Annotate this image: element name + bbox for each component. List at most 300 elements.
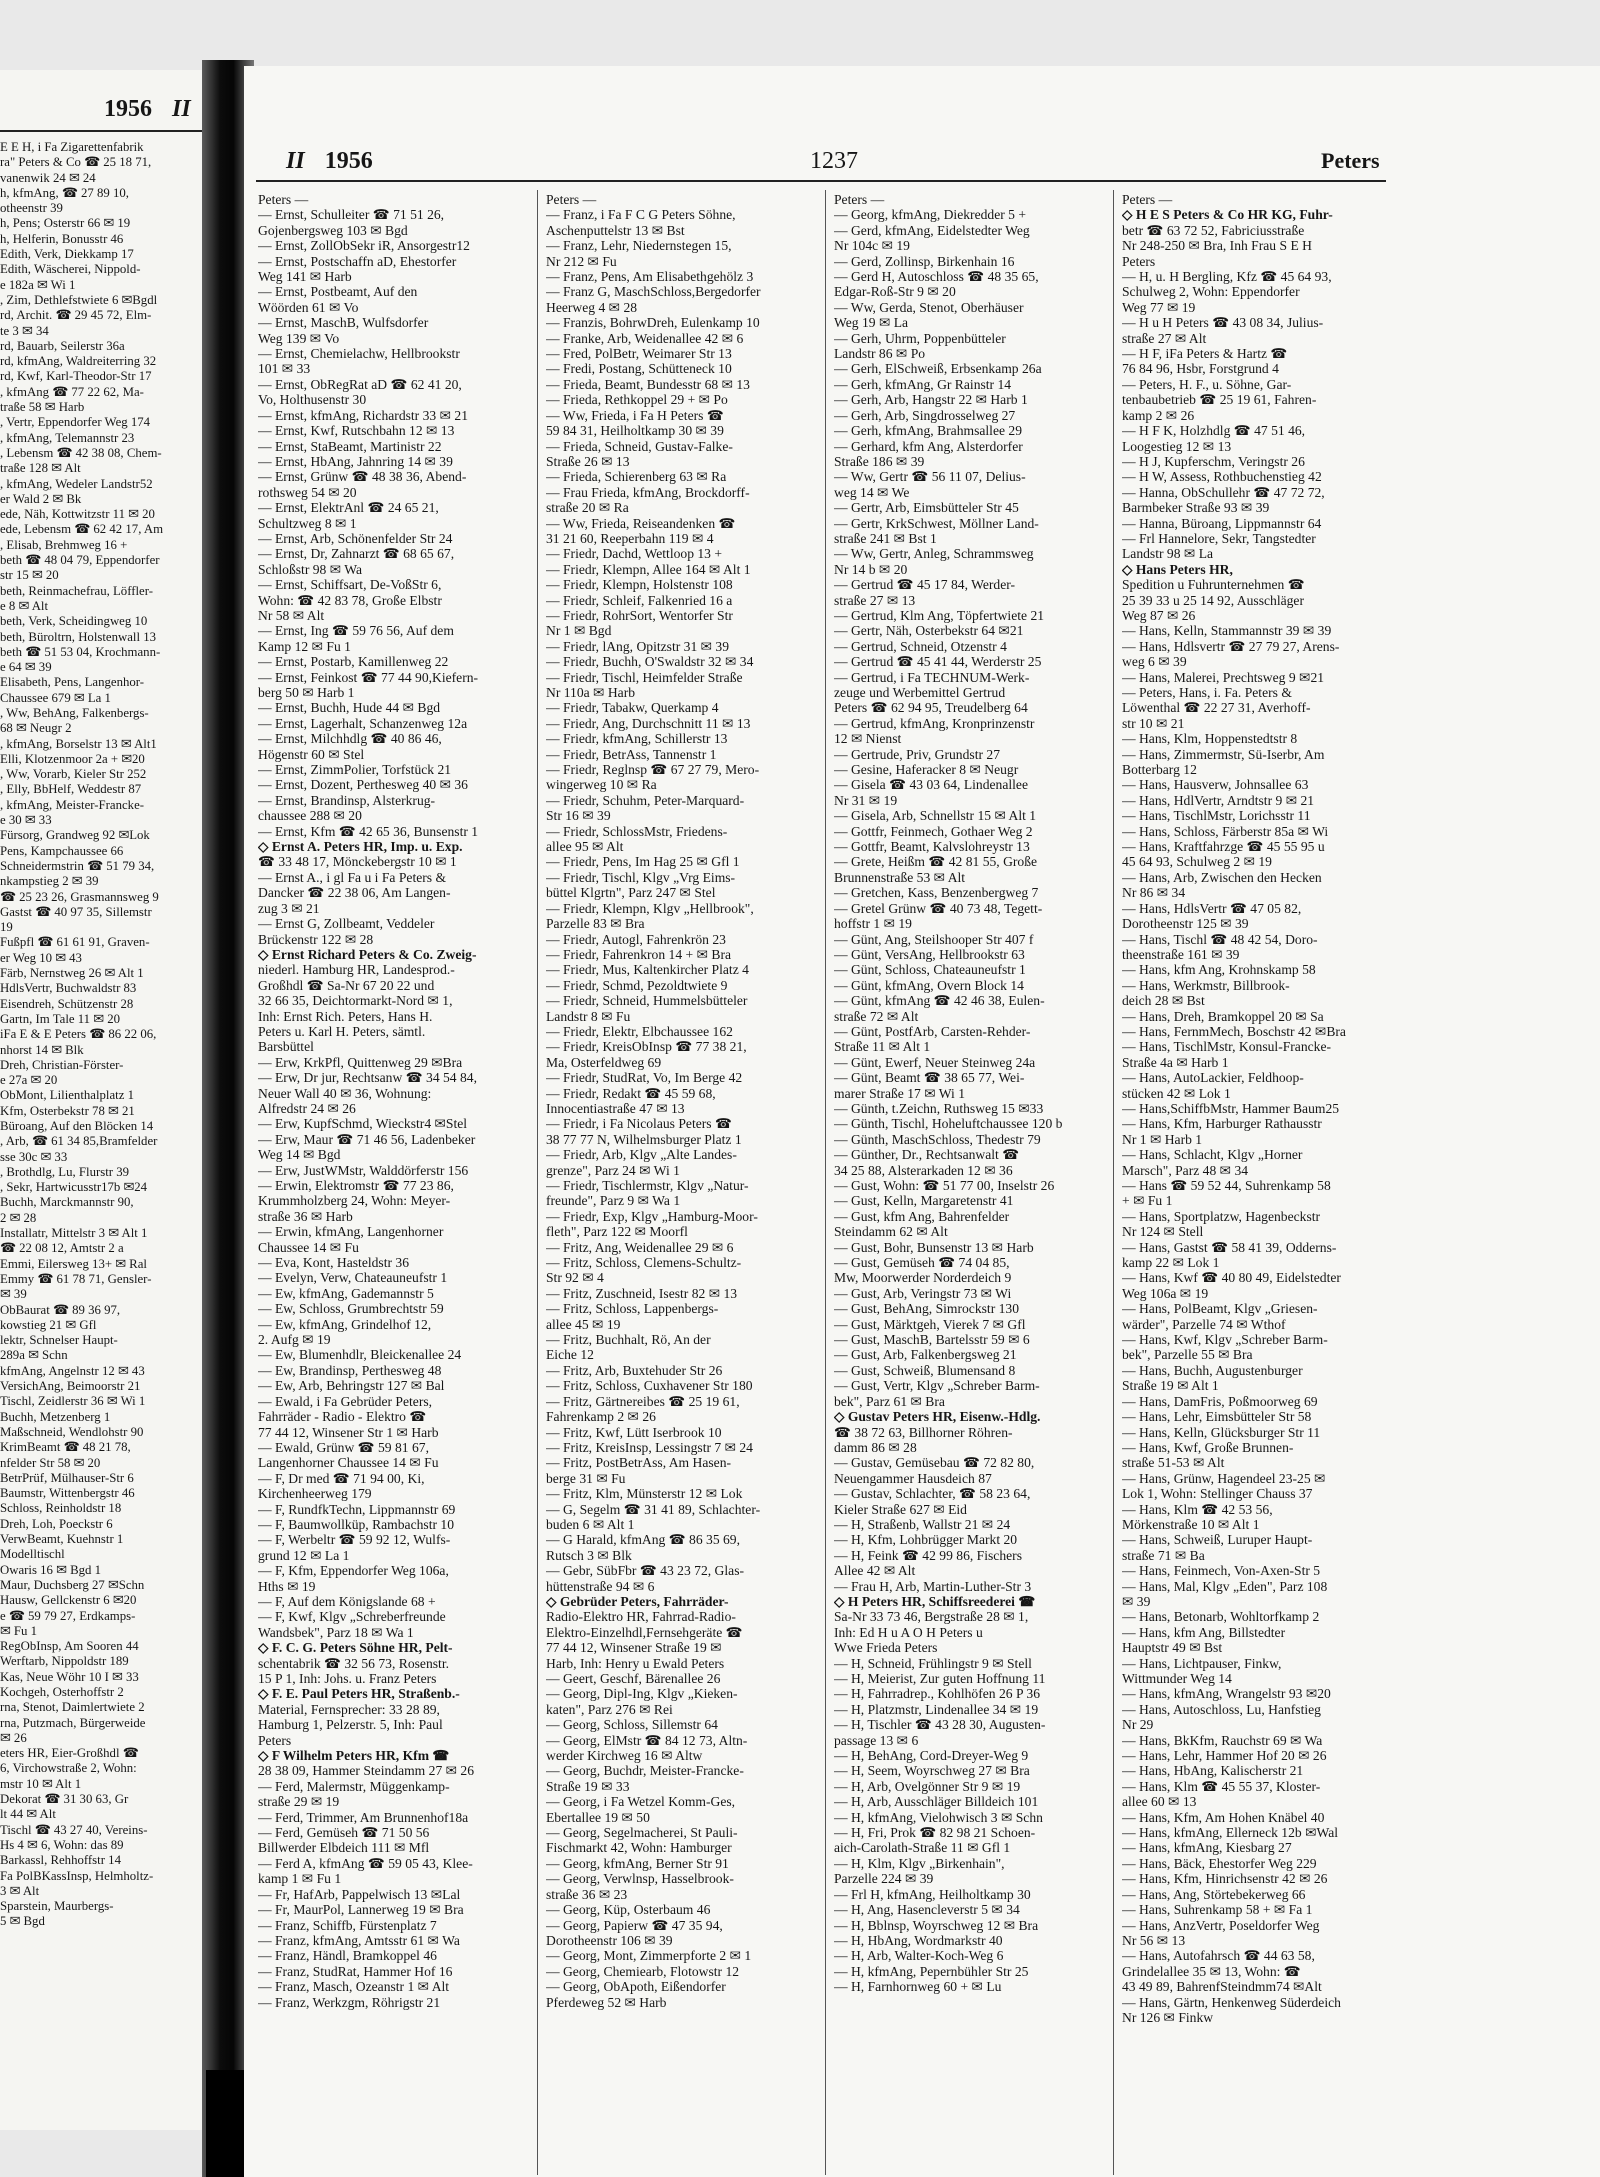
directory-entry-line: Fa PolBKassInsp, Helmholtz- (0, 1868, 154, 1883)
directory-entry-line: — Gretel Grünw ☎ 40 73 48, Tegett- (834, 900, 1043, 916)
directory-entry-line: — Georg, Küp, Osterbaum 46 (546, 1902, 711, 1918)
directory-entry-line: 76 84 96, Hsbr, Forstgrund 4 (1122, 361, 1279, 377)
directory-entry-line: — H, Klm, Klgv „Birkenhain", (834, 1855, 1005, 1871)
directory-entry-line: 19 (0, 920, 13, 935)
directory-entry-line: Kfm, Osterbekstr 78 ✉ 21 (0, 1103, 135, 1118)
directory-entry-line: Weg 77 ✉ 19 (1122, 299, 1196, 315)
directory-entry-line: — Hans, Buchh, Augustenburger (1122, 1362, 1303, 1378)
directory-entry-line: Hamburg 1, Pelzerstr. 5, Inh: Paul (258, 1717, 443, 1733)
directory-entry-line: VersichAng, Beimoorstr 21 (0, 1379, 141, 1394)
directory-entry-line: Nr 1 ✉ Harb 1 (1122, 1131, 1203, 1147)
directory-entry-line: Wwe Frieda Peters (834, 1640, 938, 1656)
directory-entry-line: — Ew, kfmAng, Gademannstr 5 (258, 1285, 434, 1301)
page-number: 1237 (810, 148, 858, 174)
directory-entry-line: 31 21 60, Reeperbahn 119 ✉ 4 (546, 530, 714, 546)
directory-entry-line: , Lebensm ☎ 42 38 08, Chem- (0, 445, 162, 460)
directory-entry-line: Parzelle 224 ✉ 39 (834, 1871, 934, 1887)
directory-entry-line: Wohn: ☎ 42 83 78, Große Elbstr (258, 592, 442, 608)
directory-entry-line: — Gust, Arb, Veringstr 73 ✉ Wi (834, 1285, 1012, 1301)
directory-entry-line: Aschenputtelstr 13 ✉ Bst (546, 222, 685, 238)
directory-entry-line: straße 29 ✉ 19 (258, 1794, 340, 1810)
directory-entry-line: Ebertallee 19 ✉ 50 (546, 1809, 650, 1825)
directory-entry-line: Maur, Duchsberg 27 ✉Schn (0, 1577, 145, 1592)
directory-entry-line: — Ernst, Chemielachw, Hellbrookstr (258, 346, 460, 362)
directory-entry-line: Nr 14 b ✉ 20 (834, 561, 908, 577)
directory-entry-line: — Georg, ElMstr ☎ 84 12 73, Altn- (546, 1732, 748, 1748)
directory-entry-line: Straße 186 ✉ 39 (834, 453, 925, 469)
directory-entry-line: ObMont, Lilienthalplatz 1 (0, 1088, 134, 1103)
directory-entry-line: otheenstr 39 (0, 201, 63, 216)
directory-entry-line: — Hans, kfm Ang, Billstedter (1122, 1624, 1286, 1640)
directory-entry-line: — Ernst, Schulleiter ☎ 71 51 26, (258, 207, 445, 223)
directory-entry-line: weg 14 ✉ We (834, 484, 910, 500)
directory-entry-line: rna, Stenot, Daimlertwiete 2 (0, 1700, 145, 1715)
directory-entry-line: — Ernst, Postarb, Kamillenweg 22 (258, 654, 449, 670)
directory-entry-line: ◇ H Peters HR, Schiffsreederei ☎ (834, 1593, 1036, 1609)
directory-entry-line: — Hans, TischlMstr, Konsul-Francke- (1122, 1039, 1332, 1055)
directory-entry-line: — Hanna, Büroang, Lippmannstr 64 (1122, 515, 1322, 531)
directory-entry-line: er Wald 2 ✉ Bk (0, 491, 82, 506)
directory-entry-line: kamp 22 ✉ Lok 1 (1122, 1255, 1220, 1271)
directory-entry-line: — Günther, Dr., Rechtsanwalt ☎ (834, 1147, 1020, 1163)
directory-entry-line: ◇ Ernst Richard Peters & Co. Zweig- (258, 946, 477, 962)
directory-entry-line: — Fritz, Schloss, Lappenbergs- (546, 1301, 719, 1317)
column-divider-3 (1113, 190, 1114, 2175)
directory-entry-line: — Fr, HafArb, Pappelwisch 13 ✉Lal (258, 1886, 461, 1902)
directory-entry-line: vanenwik 24 ✉ 24 (0, 170, 96, 185)
directory-entry-line: — Günth, MaschSchloss, Thedestr 79 (834, 1131, 1041, 1147)
directory-entry-line: — Hans, Autofahrsch ☎ 44 63 58, (1122, 1948, 1315, 1964)
directory-entry-line: — Hans, PolBeamt, Klgv „Griesen- (1122, 1301, 1318, 1317)
directory-entry-line: — Hans, Klm ☎ 45 55 37, Kloster- (1122, 1778, 1321, 1794)
directory-entry-line: — Ferd, Gemüseh ☎ 71 50 56 (258, 1825, 430, 1841)
directory-entry-line: — Hans, Lichtpauser, Finkw, (1122, 1655, 1282, 1671)
directory-entry-line: — Frieda, Beamt, Bundesstr 68 ✉ 13 (546, 376, 750, 392)
directory-entry-line: grund 12 ✉ La 1 (258, 1547, 350, 1563)
directory-entry-line: — Hans, HdlVertr, Arndtstr 9 ✉ 21 (1122, 792, 1315, 808)
directory-entry-line: — Friedr, KreisObInsp ☎ 77 38 21, (546, 1039, 747, 1055)
directory-entry-line: str 10 ✉ 21 (1122, 715, 1185, 731)
directory-entry-line: — Gerd, Zollinsp, Birkenhain 16 (834, 253, 1015, 269)
directory-entry-line: — Georg, Buchdr, Meister-Francke- (546, 1763, 744, 1779)
directory-entry-line: Fahrräder - Radio - Elektro ☎ (258, 1409, 427, 1425)
directory-entry-line: ✉ 39 (0, 1287, 27, 1302)
directory-entry-line: Landstr 8 ✉ Fu (546, 1008, 631, 1024)
directory-entry-line: Inh: Ed H u A O H Peters u (834, 1624, 983, 1640)
directory-entry-line: — Friedr, Fahrenkron 14 + ✉ Bra (546, 946, 732, 962)
directory-entry-line: allee 95 ✉ Alt (546, 839, 624, 855)
directory-entry-line: — H, Arb, Walter-Koch-Weg 6 (834, 1948, 1004, 1964)
directory-entry-line: — F, Werbeltr ☎ 59 92 12, Wulfs- (258, 1532, 451, 1548)
directory-entry-line: — Günt, VersAng, Hellbrookstr 63 (834, 946, 1025, 962)
directory-entry-line: Rutsch 3 ✉ Blk (546, 1547, 632, 1563)
directory-entry-line: — Peters, H. F., u. Söhne, Gar- (1122, 376, 1292, 392)
directory-entry-line: ◇ Gebrüder Peters, Fahrräder- (546, 1593, 729, 1609)
directory-entry-line: katen", Parz 276 ✉ Rei (546, 1701, 673, 1717)
directory-entry-line: Schloss, Reinholdstr 18 (0, 1501, 122, 1516)
directory-entry-line: Owaris 16 ✉ Bgd 1 (0, 1562, 102, 1577)
directory-entry-line: — Ew, Schloss, Grumbrechtstr 59 (258, 1301, 444, 1317)
directory-entry-line: beth ☎ 51 53 04, Krochmann- (0, 644, 161, 659)
directory-entry-line: Straße 19 ✉ 33 (546, 1778, 630, 1794)
directory-entry-line: , kfmAng, Meister-Francke- (0, 797, 145, 812)
directory-entry-line: — Franz, kfmAng, Amtsstr 61 ✉ Wa (258, 1932, 460, 1948)
directory-entry-line: — Hans, Kwf ☎ 40 80 49, Eidelstedter (1122, 1270, 1341, 1286)
directory-entry-line: Gojenbergsweg 103 ✉ Bgd (258, 222, 408, 238)
directory-entry-line: Weg 19 ✉ La (834, 315, 909, 331)
directory-entry-line: 34 25 88, Alsterarkaden 12 ✉ 36 (834, 1162, 1013, 1178)
directory-entry-line: Grindelallee 35 ✉ 13, Wohn: ☎ (1122, 1963, 1301, 1979)
directory-entry-line: Nr 212 ✉ Fu (546, 253, 617, 269)
directory-entry-line: — Gertrude, Priv, Grundstr 27 (834, 746, 1000, 762)
directory-entry-line: — H, Kfm, Lohbrügger Markt 20 (834, 1532, 1018, 1548)
directory-entry-line: straße 241 ✉ Bst 1 (834, 530, 937, 546)
directory-entry-line: h, Pens; Osterstr 66 ✉ 19 (0, 216, 131, 231)
directory-entry-line: ◇ H E S Peters & Co HR KG, Fuhr- (1122, 207, 1333, 223)
directory-entry-line: — Hans, Ang, Störtebekerweg 66 (1122, 1886, 1306, 1902)
directory-entry-line: Wittmunder Weg 14 (1122, 1671, 1232, 1686)
directory-entry-line: Peters u. Karl H. Peters, sämtl. (258, 1023, 426, 1039)
directory-entry-line: — Hans, Schloss, Färberstr 85a ✉ Wi (1122, 823, 1329, 839)
directory-entry-line: — Ew, Arb, Behringstr 127 ✉ Bal (258, 1378, 445, 1394)
directory-entry-line: Elisabeth, Pens, Langenhor- (0, 675, 145, 690)
directory-entry-line: Chaussee 14 ✉ Fu (258, 1239, 359, 1255)
directory-entry-line: — Friedr, StudRat, Vo, Im Berge 42 (546, 1070, 743, 1086)
directory-entry-line: — H, Ang, Hasencleverstr 5 ✉ 34 (834, 1902, 1020, 1918)
directory-entry-line: Elli, Klotzenmoor 2a + ✉20 (0, 751, 145, 766)
directory-entry-line: , Brothdlg, Lu, Flurstr 39 (0, 1164, 130, 1179)
directory-entry-line: ◇ Gustav Peters HR, Eisenw.-Hdlg. (834, 1409, 1041, 1425)
directory-entry-line: ✉ 39 (1122, 1593, 1151, 1609)
directory-entry-line: Kamp 12 ✉ Fu 1 (258, 638, 351, 654)
directory-entry-line: — Hans, Schweiß, Luruper Haupt- (1122, 1532, 1313, 1548)
directory-entry-line: — Gesine, Haferacker 8 ✉ Neugr (834, 762, 1019, 778)
directory-entry-line: RegObInsp, Am Sooren 44 (0, 1639, 139, 1654)
directory-entry-line: — Ernst G, Zollbeamt, Veddeler (258, 916, 435, 932)
directory-entry-line: — Gisela ☎ 43 03 64, Lindenallee (834, 777, 1028, 793)
directory-entry-line: — Hans, Autoschloss, Lu, Hanfstieg (1122, 1701, 1321, 1717)
directory-entry-line: Harb, Inh: Henry u Ewald Peters (546, 1655, 725, 1671)
directory-entry-line: 32 66 35, Deichtormarkt-Nord ✉ 1, (258, 993, 453, 1009)
column-head: Peters — (834, 192, 885, 207)
directory-entry-line: — Friedr, i Fa Nicolaus Peters ☎ (546, 1116, 732, 1132)
directory-entry-line: — Gust, Kelln, Margaretenstr 41 (834, 1193, 1014, 1209)
directory-entry-line: Wandsbek", Parz 18 ✉ Wa 1 (258, 1624, 414, 1640)
directory-entry-line: HdlsVertr, Buchwaldstr 83 (0, 981, 137, 996)
directory-entry-line: Großhdl ☎ Sa-Nr 67 20 22 und (258, 977, 435, 993)
directory-entry-line: nfelder Str 58 ✉ 20 (0, 1455, 101, 1470)
directory-entry-line: Nr 58 ✉ Alt (258, 607, 325, 623)
directory-entry-line: — Frieda, Schierenberg 63 ✉ Ra (546, 469, 727, 485)
directory-entry-line: — Grete, Heißm ☎ 42 81 55, Große (834, 854, 1038, 870)
directory-entry-line: — Hans, Lehr, Eimsbütteler Str 58 (1122, 1409, 1312, 1425)
directory-entry-line: Straße 26 ✉ 13 (546, 453, 630, 469)
directory-entry-line: Material, Fernsprecher: 33 28 89, (258, 1701, 440, 1717)
directory-entry-line: Straße 11 ✉ Alt 1 (834, 1039, 931, 1055)
directory-entry-line: Pferdeweg 52 ✉ Harb (546, 1994, 667, 2010)
directory-entry-line: Nr 29 (1122, 1717, 1154, 1733)
directory-entry-line: — Ernst, StaBeamt, Martinistr 22 (258, 438, 442, 454)
directory-entry-line: — Gertrud ☎ 45 41 44, Werderstr 25 (834, 654, 1042, 670)
directory-entry-line: Kieler Straße 627 ✉ Eid (834, 1501, 967, 1517)
directory-entry-line: bek", Parz 61 ✉ Bra (834, 1393, 945, 1409)
directory-entry-line: damm 86 ✉ 28 (834, 1439, 917, 1455)
directory-entry-line: — Gertr, Näh, Osterbekstr 64 ✉21 (834, 623, 1024, 639)
directory-entry-line: straße 51-53 ✉ Alt (1122, 1455, 1225, 1471)
left-year: 1956 (104, 96, 152, 122)
directory-entry-line: — Gottfr, Beamt, Kalvslohreystr 13 (834, 839, 1030, 855)
directory-entry-line: — Ernst, Brandinsp, Alsterkrug- (258, 792, 436, 808)
directory-entry-line: — Georg, ObApoth, Eißendorfer (546, 1979, 726, 1995)
directory-entry-line: — Georg, Chemiearb, Flotowstr 12 (546, 1963, 740, 1979)
directory-entry-line: — Frl H, kfmAng, Heilholtkamp 30 (834, 1886, 1031, 1902)
directory-entry-line: straße 20 ✉ Ra (546, 500, 629, 516)
directory-entry-line: — Hans, kfmAng, Ellerneck 12b ✉Wal (1122, 1825, 1339, 1841)
directory-entry-line: — Fritz, KreisInsp, Lessingstr 7 ✉ 24 (546, 1439, 753, 1455)
directory-entry-line: Vo, Holthusenstr 30 (258, 392, 367, 408)
directory-entry-line: Dekorat ☎ 31 30 63, Gr (0, 1792, 129, 1807)
directory-entry-line: — Hans,SchiffbMstr, Hammer Baum25 (1122, 1100, 1340, 1116)
header-rule (256, 180, 1386, 182)
directory-entry-line: — Ewald, Grünw ☎ 59 81 67, (258, 1439, 429, 1455)
directory-entry-line: wingerweg 10 ✉ Ra (546, 777, 657, 793)
directory-entry-line: 43 49 89, BahrenfSteindmm74 ✉Alt (1122, 1979, 1322, 1995)
directory-entry-line: Straße 4a ✉ Harb 1 (1122, 1054, 1229, 1070)
left-header-rule (0, 130, 222, 132)
directory-entry-line: , Ww, Vorarb, Kieler Str 252 (0, 767, 147, 782)
directory-entry-line: — Friedr, Ang, Durchschnitt 11 ✉ 13 (546, 715, 751, 731)
directory-entry-line: — Gerd H, Autoschloss ☎ 48 35 65, (834, 269, 1039, 285)
directory-entry-line: VerwBeamt, Kuehnstr 1 (0, 1532, 124, 1547)
directory-entry-line: Weg 141 ✉ Harb (258, 269, 352, 285)
directory-entry-line: — H, Schneid, Frühlingstr 9 ✉ Stell (834, 1655, 1032, 1671)
directory-entry-line: — Friedr, Klempn, Klgv „Hellbrook", (546, 900, 754, 916)
directory-entry-line: ☎ 38 72 63, Billhorner Röhren- (834, 1424, 1013, 1440)
directory-entry-line: marer Straße 17 ✉ Wi 1 (834, 1085, 966, 1101)
directory-entry-line: Buchh, Marckmannstr 90, (0, 1195, 134, 1210)
directory-entry-line: — Friedr, Tabakw, Querkamp 4 (546, 700, 719, 716)
directory-entry-line: Hths ✉ 19 (258, 1578, 316, 1594)
directory-entry-line: ◇ F. C. G. Peters Söhne HR, Pelt- (258, 1640, 453, 1656)
directory-entry-line: — Hans, Grünw, Hagendeel 23-25 ✉ (1122, 1470, 1326, 1486)
directory-entry-line: buden 6 ✉ Alt 1 (546, 1516, 635, 1532)
directory-entry-line: Modelltischl (0, 1547, 65, 1562)
directory-entry-line: hoffstr 1 ✉ 19 (834, 916, 912, 932)
directory-entry-line: Kochgeh, Osterhoffstr 2 (0, 1684, 124, 1699)
directory-entry-line: — Erw, KupfSchmd, Wieckstr4 ✉Stel (258, 1116, 468, 1132)
directory-entry-line: — Fritz, Gärtnereibes ☎ 25 19 61, (546, 1393, 740, 1409)
directory-entry-line: — Hans, AutoLackier, Feldhoop- (1122, 1070, 1304, 1086)
directory-entry-line: — Hans, Betonarb, Wohltorfkamp 2 (1122, 1609, 1320, 1625)
directory-entry-line: , kfmAng, Wedeler Landstr52 (0, 476, 153, 491)
directory-entry-line: — Hans, Dreh, Bramkoppel 20 ✉ Sa (1122, 1008, 1324, 1024)
directory-entry-line: — Hans, Klm ☎ 42 53 56, (1122, 1501, 1273, 1517)
directory-entry-line: — Gust, Wohn: ☎ 51 77 00, Inselstr 26 (834, 1178, 1055, 1193)
directory-entry-line: — Georg, kfmAng, Berner Str 91 (546, 1855, 729, 1871)
directory-entry-line: ◇ F Wilhelm Peters HR, Kfm ☎ (258, 1748, 450, 1764)
directory-entry-line: — Friedr, Reglnsp ☎ 67 27 79, Mero- (546, 762, 760, 778)
directory-entry-line: — Friedr, Mus, Kaltenkircher Platz 4 (546, 962, 749, 978)
directory-entry-line: 59 84 31, Heilholtkamp 30 ✉ 39 (546, 423, 724, 439)
directory-entry-line: — H J, Kupferschm, Veringstr 26 (1122, 453, 1305, 469)
directory-entry-line: — H, BehAng, Cord-Dreyer-Weg 9 (834, 1748, 1029, 1764)
directory-entry-line: str 15 ✉ 20 (0, 568, 59, 583)
directory-entry-line: — Ernst, Lagerhalt, Schanzenweg 12a (258, 715, 468, 731)
directory-entry-line: rothsweg 54 ✉ 20 (258, 484, 357, 500)
directory-entry-line: — Friedr, kfmAng, Schillerstr 13 (546, 731, 728, 747)
directory-entry-line: Brunnenstraße 53 ✉ Alt (834, 869, 966, 885)
directory-entry-line: — Ferd A, kfmAng ☎ 59 05 43, Klee- (258, 1855, 473, 1871)
directory-entry-line: — Hans, Kelln, Glücksburger Str 11 (1122, 1424, 1321, 1440)
directory-entry-line: weg 6 ✉ 39 (1122, 654, 1187, 670)
directory-column-4 (1122, 192, 1392, 2177)
directory-entry-line: — Fr, MaurPol, Lannerweg 19 ✉ Bra (258, 1902, 464, 1918)
directory-entry-line: — Gertr, KrkSchwest, Möllner Land- (834, 515, 1039, 531)
directory-entry-line: — Hans, FernmMech, Boschstr 42 ✉Bra (1122, 1023, 1346, 1039)
directory-entry-line: ✉ 26 (0, 1730, 27, 1745)
directory-entry-line: — Franz, StudRat, Hammer Hof 16 (258, 1963, 453, 1979)
directory-entry-line: berge 31 ✉ Fu (546, 1470, 626, 1486)
directory-entry-line: — Friedr, Redakt ☎ 45 59 68, (546, 1085, 716, 1101)
directory-entry-line: — Hans, DamFris, Poßmoorweg 69 (1122, 1393, 1318, 1409)
directory-entry-line: Werftarb, Nippoldstr 189 (0, 1654, 129, 1669)
directory-entry-line: ☎ 33 48 17, Mönckebergstr 10 ✉ 1 (258, 854, 457, 870)
directory-entry-line: Schulweg 2, Wohn: Eppendorfer (1122, 284, 1300, 300)
directory-entry-line: — Gottfr, Feinmech, Gothaer Weg 2 (834, 823, 1033, 839)
directory-entry-line: tenbaubetrieb ☎ 25 19 61, Fahren- (1122, 392, 1317, 408)
directory-entry-line: kfmAng, Angelnstr 12 ✉ 43 (0, 1363, 145, 1378)
directory-entry-line: — Georg, Segelmacherei, St Pauli- (546, 1825, 738, 1841)
header-part: II (286, 148, 305, 174)
directory-entry-line: e ☎ 59 79 27, Erdkamps- (0, 1608, 136, 1623)
directory-entry-line: — Hans, Klm, Hoppenstedtstr 8 (1122, 731, 1298, 747)
header-part-year (286, 148, 373, 188)
directory-entry-line: — H, Arb, Ausschläger Billdeich 101 (834, 1794, 1039, 1810)
directory-entry-line: , Elly, BbHelf, Weddestr 87 (0, 782, 142, 797)
right-page (244, 66, 1600, 2177)
directory-entry-line: — Ernst, ElektrAnl ☎ 24 65 21, (258, 500, 439, 516)
directory-entry-line: — Franz, Schiffb, Fürstenplatz 7 (258, 1917, 437, 1933)
header-year: 1956 (324, 148, 373, 174)
directory-entry-line: — Gretchen, Kass, Benzenbergweg 7 (834, 885, 1039, 901)
directory-entry-line: — Hans, Kfm, Hinrichsenstr 42 ✉ 26 (1122, 1871, 1328, 1887)
directory-entry-line: — Franke, Arb, Weidenallee 42 ✉ 6 (546, 330, 744, 346)
directory-entry-line: — Ew, Brandinsp, Perthesweg 48 (258, 1362, 442, 1378)
directory-entry-line: — Günt, kfmAng, Overn Block 14 (834, 977, 1024, 993)
directory-entry-line: , Vertr, Eppendorfer Weg 174 (0, 415, 151, 430)
directory-entry-line: Barsbüttel (258, 1039, 314, 1055)
directory-entry-line: straße 27 ✉ 13 (834, 592, 916, 608)
column-head: Peters — (546, 192, 597, 207)
directory-entry-line: 45 64 93, Schulweg 2 ✉ 19 (1122, 854, 1272, 870)
directory-entry-line: traße 58 ✉ Harb (0, 400, 85, 415)
directory-entry-line: — Georg, Dipl-Ing, Klgv „Kieken- (546, 1686, 738, 1702)
directory-entry-line: — Friedr, Exp, Klgv „Hamburg-Moor- (546, 1208, 758, 1224)
directory-entry-line: Kirchenheerweg 179 (258, 1486, 372, 1502)
directory-entry-line: — Ww, Gerda, Stenot, Oberhäuser (834, 299, 1024, 315)
directory-entry-line: 77 44 12, Winsener Str 1 ✉ Harb (258, 1424, 439, 1440)
directory-entry-line: — Hans, kfmAng, Wrangelstr 93 ✉20 (1122, 1686, 1331, 1702)
directory-entry-line: — Franz, Pens, Am Elisabethgehölz 3 (546, 269, 754, 285)
directory-entry-line: Nr 104c ✉ 19 (834, 238, 910, 254)
directory-entry-line: zug 3 ✉ 21 (258, 900, 320, 916)
directory-entry-line: te 3 ✉ 34 (0, 323, 49, 338)
directory-entry-line: Tischl ☎ 43 27 40, Vereins- (0, 1822, 148, 1837)
directory-entry-line: — Ernst, Postschaffn aD, Ehestorfer (258, 253, 457, 269)
directory-entry-line: — Friedr, Schneid, Hummelsbütteler (546, 993, 748, 1009)
directory-entry-line: — Ernst, Postbeamt, Auf den (258, 284, 418, 300)
directory-entry-line: — Frieda, Rethkoppel 29 + ✉ Po (546, 392, 728, 408)
directory-entry-line: — Ferd, Trimmer, Am Brunnenhof18a (258, 1809, 469, 1825)
left-page-column (0, 140, 212, 2130)
directory-entry-line: Nr 1 ✉ Bgd (546, 623, 612, 639)
directory-entry-line: Nr 86 ✉ 34 (1122, 885, 1186, 901)
directory-entry-line: — Hans, AnzVertr, Poseldorfer Weg (1122, 1917, 1320, 1933)
directory-entry-line: — Hans ☎ 59 52 44, Suhrenkamp 58 (1122, 1178, 1331, 1193)
directory-entry-line: — Hans, Schlacht, Klgv „Horner (1122, 1147, 1303, 1163)
directory-entry-line: — Friedr, Arb, Klgv „Alte Landes- (546, 1147, 737, 1163)
directory-entry-line: — Hans, Werkmstr, Billbrook- (1122, 977, 1290, 993)
directory-entry-line: — Fritz, Zuschneid, Isestr 82 ✉ 13 (546, 1285, 738, 1301)
directory-entry-line: — Georg, Mont, Zimmerpforte 2 ✉ 1 (546, 1948, 752, 1964)
directory-entry-line: Schultzweg 8 ✉ 1 (258, 515, 357, 531)
directory-entry-line: — Hans, Suhrenkamp 58 + ✉ Fa 1 (1122, 1902, 1313, 1918)
directory-entry-line: 12 ✉ Nienst (834, 731, 902, 747)
directory-entry-line: — Franzis, BohrwDreh, Eulenkamp 10 (546, 315, 760, 331)
directory-entry-line: — Fritz, Buchhalt, Rö, An der (546, 1332, 711, 1348)
directory-entry-line: , Sekr, Hartwicusstr17b ✉24 (0, 1180, 148, 1195)
directory-entry-line: — Erwin, Elektromstr ☎ 77 23 86, (258, 1178, 454, 1193)
directory-entry-line: 101 ✉ 33 (258, 361, 311, 377)
directory-entry-line: — Hanna, ObSchullehr ☎ 47 72 72, (1122, 484, 1325, 500)
directory-entry-line: Edgar-Roß-Str 9 ✉ 20 (834, 284, 956, 300)
directory-entry-line: — Frau H, Arb, Martin-Luther-Str 3 (834, 1578, 1032, 1594)
directory-entry-line: Neuer Wall 40 ✉ 36, Wohnung: (258, 1085, 432, 1101)
directory-entry-line: Peters (258, 1732, 292, 1748)
directory-entry-line: Mw, Moorwerder Norderdeich 9 (834, 1270, 1012, 1286)
directory-entry-line: straße 72 ✉ Alt (834, 1008, 919, 1024)
directory-entry-line: — Ernst, ZimmPolier, Torfstück 21 (258, 762, 452, 778)
directory-entry-line: nkampstieg 2 ✉ 39 (0, 874, 99, 889)
directory-entry-line: — Friedr, Tischlermstr, Klgv „Natur- (546, 1178, 749, 1193)
directory-entry-line: — Hans, HbAng, Kalischerstr 21 (1122, 1763, 1304, 1779)
directory-entry-line: — Gust, Gemüseh ☎ 74 04 85, (834, 1255, 1010, 1271)
directory-entry-line: Krummholzberg 24, Wohn: Meyer- (258, 1193, 451, 1209)
directory-entry-line: Barmbeker Straße 93 ✉ 39 (1122, 500, 1270, 516)
directory-entry-line: — H, Bblnsp, Woyrschweg 12 ✉ Bra (834, 1917, 1039, 1933)
directory-entry-line: — F, RundfkTechn, Lippmannstr 69 (258, 1501, 456, 1517)
directory-entry-line: — G Harald, kfmAng ☎ 86 35 69, (546, 1532, 741, 1548)
directory-entry-line: Weg 139 ✉ Vo (258, 330, 340, 346)
directory-entry-line: Nr 56 ✉ 13 (1122, 1932, 1186, 1948)
directory-entry-line: — Franz, Lehr, Niedernstegen 15, (546, 238, 732, 254)
directory-entry-line: Allee 42 ✉ Alt (834, 1563, 916, 1579)
directory-entry-line: Emmi, Eilersweg 13+ ✉ Ral (0, 1256, 147, 1271)
directory-entry-line: beth, Reinmachefrau, Löffler- (0, 583, 154, 598)
directory-entry-line: — Fritz, Schloss, Clemens-Schultz- (546, 1255, 742, 1271)
directory-entry-line: — H, Straßenb, Wallstr 21 ✉ 24 (834, 1516, 1011, 1532)
directory-entry-line: Pens, Kampchaussee 66 (0, 843, 124, 858)
directory-entry-line: Alfredstr 24 ✉ 26 (258, 1100, 356, 1116)
directory-entry-line: — Georg, Schloss, Sillemstr 64 (546, 1717, 718, 1733)
directory-entry-line: — Friedr, BetrAss, Tannenstr 1 (546, 746, 717, 762)
directory-entry-line: Radio-Elektro HR, Fahrrad-Radio- (546, 1609, 736, 1625)
directory-entry-line: berg 50 ✉ Harb 1 (258, 685, 355, 700)
directory-entry-line: — Hans, kfm Ang, Krohnskamp 58 (1122, 962, 1316, 978)
directory-entry-line: 6, Virchowstraße 2, Wohn: (0, 1761, 137, 1776)
directory-entry-line: Nr 124 ✉ Stell (1122, 1224, 1204, 1240)
directory-entry-line: kamp 1 ✉ Fu 1 (258, 1871, 342, 1887)
